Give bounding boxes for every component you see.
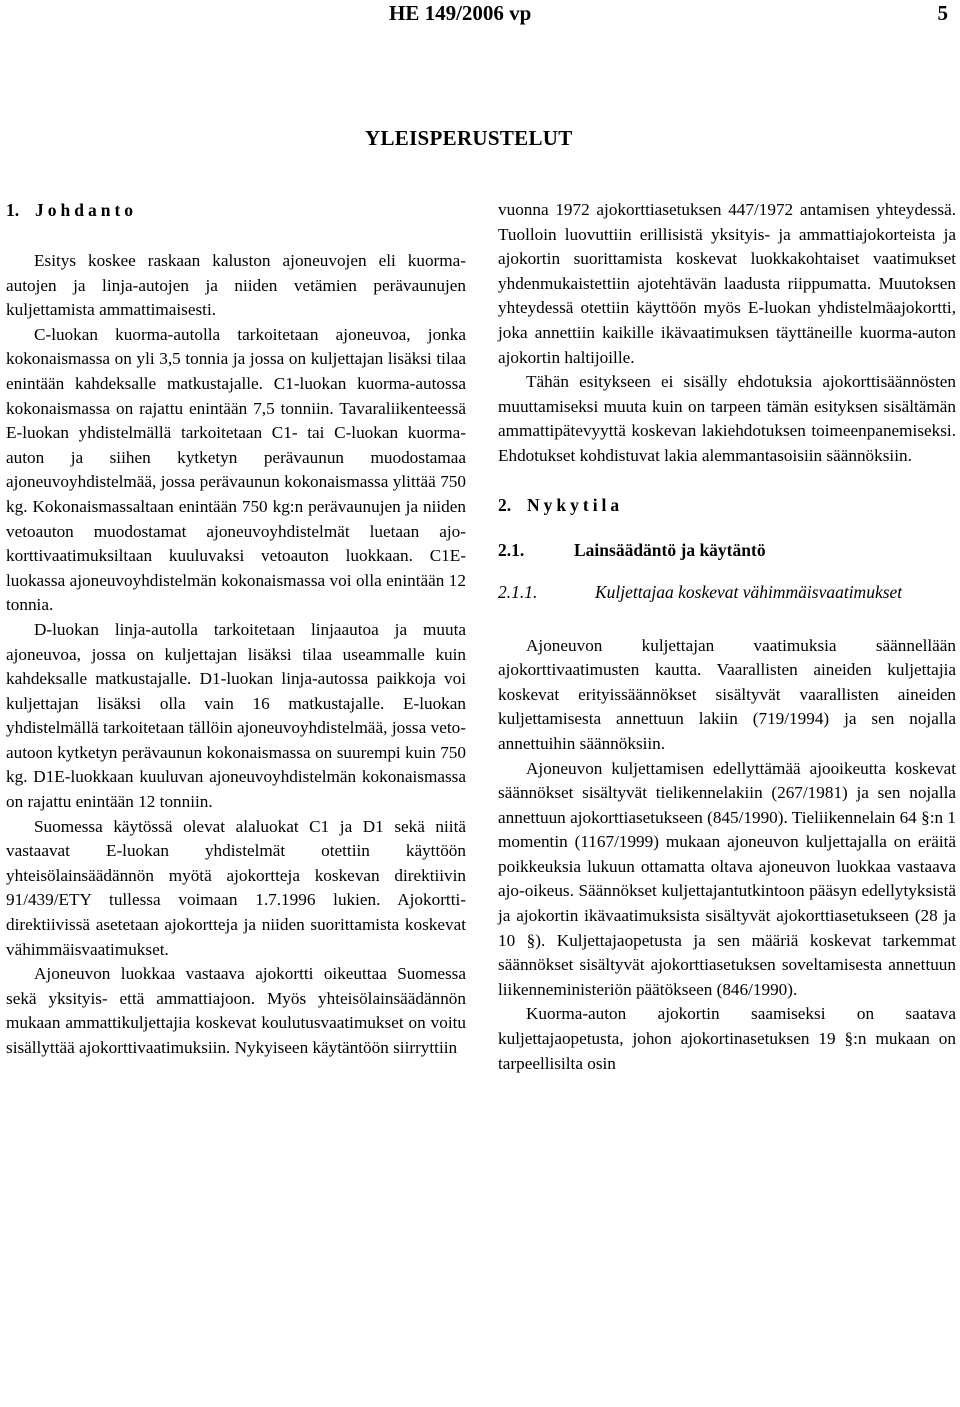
section-title: Nykytila	[527, 494, 624, 515]
spacer	[498, 604, 956, 634]
subsubsection-heading	[498, 580, 956, 604]
body-paragraph: Ajoneuvon kuljettajan vaatimuksia säännellään ajokorttivaatimusten kautta. Vaarallisten aineiden kuljettajia koskevat erityissäännökset sisältyvät vaarallisten aineiden kuljettamisesta annettuun lakiin (719/1994) ja sen nojalla annettuihin säännöksiin.	[498, 635, 956, 753]
body-paragraph: Esitys koskee raskaan kaluston ajoneuvojen eli kuorma-autojen ja linja-autojen ja niiden vetämien perävaunujen kuljettamista ammattimaisesti.	[6, 251, 466, 320]
body-paragraph: Tähän esitykseen ei sisälly ehdotuksia ajokorttisäännösten muuttamiseksi muuta kuin on tarpeen tämän esityksen sisältämän ammattipätevyyttä koskevan lakiehdotuksen toimeenpanemiseksi. Ehdotukset kohdistuvat lakia alemmantasoisiin säännöksiin.	[498, 372, 956, 465]
spacer	[498, 517, 956, 538]
body-paragraph: Suomessa käytössä olevat alaluokat C1 ja D1 sekä niitä vastaavat E-luokan yhdistelmät otettiin käyttöön yhteisölainsäädännön myötä ajokortteja koskevan direktiivin 91/439/ETY tullessa voimaan 1.7.1996 lukien. Ajokorttidirektiivissä asetetaan ajokortteja ja niiden suorittamista koskevat vähimmäisvaatimukset.	[6, 816, 466, 959]
body-paragraph: Ajoneuvon luokkaa vastaava ajokortti oikeuttaa Suomessa sekä yksityis- että ammattiajoon. Myös yhteisölainsäädännön mukaan ammattikuljettajia koskevat koulutusvaatimukset on voitu sisällyttää ajokorttivaatimuksiin. Nykyiseen käytäntöön siirryttiin	[6, 964, 466, 1057]
section-number: 2.	[498, 494, 512, 515]
body-paragraph: Kuorma-auton ajokortin saamiseksi on saatava kuljettajaopetusta, johon ajokortinasetuksen 19 §:n mukaan on tarpeellisilta osin	[498, 1004, 956, 1073]
subsubsection-title: Kuljettajaa koskevat vähimmäisvaatimukset	[595, 581, 903, 602]
spacer	[498, 562, 956, 580]
body-paragraph: Ajoneuvon kuljettamisen edellyttämää ajooikeutta koskevat säännökset sisältyvät tielikennelakiin (267/1981) ja sen nojalla annettuun ajokorttiasetukseen (845/1990). Tieliikennelain 64 §:n 1 momentin (1167/1999) mukaan ajoneuvon kuljettajalla on eräitä poikkeuksia lukuun ottamatta oltava ajoneuvon luokkaa vastaava ajo-oikeus. Säännökset kuljettajantutkintoon pääsyn edellytyksistä ja ajokortin ikävaatimuksista sisältyvät ajokorttiasetukseen (28 ja 10 §). Kuljettajaopetusta ja sen määriä koskevat tarkemmat säännökset sisältyvät ajokorttiasetuksen soveltamisesta annettuun liikenneministeriön päätökseen (846/1990).	[498, 758, 956, 999]
right-column	[498, 198, 956, 1076]
spacer	[6, 222, 466, 249]
document-id: HE 149/2006 vp	[389, 1, 532, 25]
subsection-title: Lainsäädäntö ja käytäntö	[574, 539, 766, 560]
section-number: 1.	[6, 200, 20, 220]
body-paragraph: C-luokan kuorma-autolla tarkoitetaan ajoneuvoa, jonka kokonaismassa on yli 3,5 tonnia ja jossa on kuljettajan lisäksi tilaa enintään kahdeksalle matkustajalle. C1-luokan kuorma-autossa kokonaismassa on rajattu enintään 7,5 tonniin. Tavaraliikenteessä E-luokan yhdistelmällä tarkoitetaan C1- tai C-luokan kuorma-auton ja siihen kytketyn perävaunun muodostamaa ajoneuvoyhdistelmää, jossa perävaunun kokonaismassa ylittää 750 kg. Kokonaismassaltaan enintään 750 kg:n perävaunujen ja niiden vetoauton muodostamat ajoneuvoyhdistelmät luetaan ajokorttivaatimuksiltaan kuuluvaksi vetoauton luokkaan. C1E-luokassa ajoneuvoyhdistelmän kokonaismassa voi olla enintään 12 tonnia.	[6, 324, 466, 615]
subsection-number: 2.1.	[498, 539, 525, 560]
spacer	[498, 469, 956, 493]
body-paragraph-continued: vuonna 1972 ajokorttiasetuksen 447/1972 antamisen yhteydessä. Tuolloin luovuttiin erillisistä yksityis- ja ammattiajokorteista ja ajokortin suorittamista koskevat luokkakohtaiset vaatimukset yhdenmukaistettiin ajotehtävän laadusta riippumatta. Muutoksen yhteydessä otettiin käyttöön myös E-luokan yhdistelmäajokortti, joka annettiin kaikille ikävaatimuksen täyttäneille kuorma-auton ajokortin haltijoille.	[498, 200, 956, 367]
section-heading-johdanto	[6, 198, 466, 222]
page-header	[0, 0, 960, 30]
left-column	[6, 198, 466, 1061]
body-paragraph: D-luokan linja-autolla tarkoitetaan linjaautoa ja muuta ajoneuvoa, jossa on kuljettajan lisäksi tilaa useammalle kuin kahdeksalle matkustajalle. D1-luokan linja-autossa paikkoja voi kuljettajan lisäksi olla vain 16 matkustajalle. E-luokan yhdistelmällä tarkoitetaan tällöin ajoneuvoyhdistelmää, jossa vetoautoon kytketyn perävaunun kokonaismassa on suurempi kuin 750 kg. D1E-luokkaan kuuluvan ajoneuvoyhdistelmän kokonaismassa on rajattu enintään 12 tonniin.	[6, 619, 466, 812]
section-title: Johdanto	[35, 200, 138, 220]
subsection-heading	[498, 538, 956, 562]
subsubsection-number: 2.1.1.	[498, 581, 538, 602]
section-heading-nykytila	[498, 493, 956, 517]
document-main-title: YLEISPERUSTELUT	[365, 126, 573, 150]
page-number: 5	[937, 1, 948, 25]
